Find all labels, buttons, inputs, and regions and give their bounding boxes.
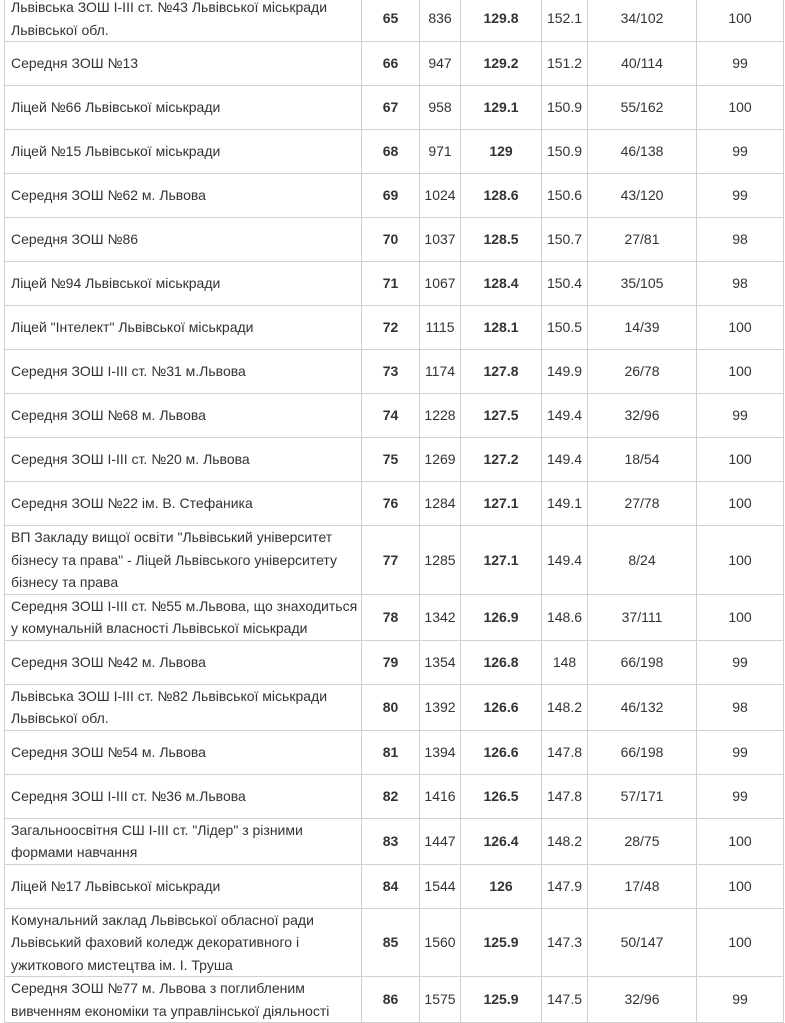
ratio-cell: 46/132 bbox=[588, 684, 697, 730]
position-cell: 1269 bbox=[420, 438, 461, 482]
ratio-cell: 55/162 bbox=[588, 86, 697, 130]
average-cell: 149.4 bbox=[542, 526, 588, 595]
score-cell: 126 bbox=[461, 864, 542, 908]
average-cell: 149.1 bbox=[542, 482, 588, 526]
school-name-cell: Ліцей №15 Львівської міськради bbox=[5, 130, 362, 174]
table-row bbox=[5, 908, 784, 977]
school-name-cell: Ліцей №94 Львівської міськради bbox=[5, 262, 362, 306]
rank-cell: 69 bbox=[362, 174, 420, 218]
average-cell: 147.3 bbox=[542, 908, 588, 977]
table-row bbox=[5, 640, 784, 684]
rank-cell: 65 bbox=[362, 0, 420, 42]
ratio-cell: 50/147 bbox=[588, 908, 697, 977]
position-cell: 1342 bbox=[420, 594, 461, 640]
school-name-cell: Середня ЗОШ №86 bbox=[5, 218, 362, 262]
school-name-cell: Середня ЗОШ І-ІІІ ст. №31 м.Львова bbox=[5, 350, 362, 394]
percent-cell: 100 bbox=[697, 482, 784, 526]
score-cell: 126.4 bbox=[461, 818, 542, 864]
position-cell: 958 bbox=[420, 86, 461, 130]
table-row bbox=[5, 684, 784, 730]
table-row bbox=[5, 262, 784, 306]
rank-cell: 86 bbox=[362, 977, 420, 1023]
school-name-cell: Середня ЗОШ І-ІІІ ст. №20 м. Львова bbox=[5, 438, 362, 482]
ratio-cell: 26/78 bbox=[588, 350, 697, 394]
position-cell: 1174 bbox=[420, 350, 461, 394]
school-name-cell: Комунальний заклад Львівської обласної ради Львівський фаховий коледж декоративного і ужиткового мистецтва ім. І. Труша bbox=[5, 908, 362, 977]
percent-cell: 100 bbox=[697, 864, 784, 908]
school-name-cell: Середня ЗОШ №77 м. Львова з поглибленим вивченням економіки та управлінської діяльності bbox=[5, 977, 362, 1023]
score-cell: 129 bbox=[461, 130, 542, 174]
table-row bbox=[5, 482, 784, 526]
score-cell: 128.4 bbox=[461, 262, 542, 306]
percent-cell: 98 bbox=[697, 684, 784, 730]
score-cell: 128.1 bbox=[461, 306, 542, 350]
score-cell: 127.5 bbox=[461, 394, 542, 438]
score-cell: 127.2 bbox=[461, 438, 542, 482]
table-row bbox=[5, 977, 784, 1023]
ratio-cell: 28/75 bbox=[588, 818, 697, 864]
table-row bbox=[5, 42, 784, 86]
rank-cell: 75 bbox=[362, 438, 420, 482]
score-cell: 125.9 bbox=[461, 908, 542, 977]
score-cell: 126.6 bbox=[461, 684, 542, 730]
table-row bbox=[5, 818, 784, 864]
position-cell: 1560 bbox=[420, 908, 461, 977]
ratio-cell: 46/138 bbox=[588, 130, 697, 174]
average-cell: 147.5 bbox=[542, 977, 588, 1023]
school-ranking-table bbox=[4, 0, 784, 1023]
score-cell: 126.5 bbox=[461, 774, 542, 818]
rank-cell: 80 bbox=[362, 684, 420, 730]
rank-cell: 73 bbox=[362, 350, 420, 394]
rank-cell: 83 bbox=[362, 818, 420, 864]
average-cell: 150.5 bbox=[542, 306, 588, 350]
percent-cell: 100 bbox=[697, 526, 784, 595]
average-cell: 148.2 bbox=[542, 818, 588, 864]
table-row bbox=[5, 174, 784, 218]
percent-cell: 100 bbox=[697, 908, 784, 977]
percent-cell: 99 bbox=[697, 42, 784, 86]
average-cell: 152.1 bbox=[542, 0, 588, 42]
school-name-cell: Загальноосвітня СШ І-ІІІ ст. "Лідер" з різними формами навчання bbox=[5, 818, 362, 864]
percent-cell: 100 bbox=[697, 350, 784, 394]
position-cell: 1544 bbox=[420, 864, 461, 908]
table-row bbox=[5, 218, 784, 262]
position-cell: 1285 bbox=[420, 526, 461, 595]
rank-cell: 85 bbox=[362, 908, 420, 977]
school-name-cell: Ліцей №66 Львівської міськради bbox=[5, 86, 362, 130]
school-name-cell: Львівська ЗОШ І-ІІІ ст. №82 Львівської міськради Львівської обл. bbox=[5, 684, 362, 730]
position-cell: 1416 bbox=[420, 774, 461, 818]
score-cell: 128.6 bbox=[461, 174, 542, 218]
percent-cell: 99 bbox=[697, 130, 784, 174]
rank-cell: 79 bbox=[362, 640, 420, 684]
rank-cell: 68 bbox=[362, 130, 420, 174]
table-row bbox=[5, 730, 784, 774]
average-cell: 147.9 bbox=[542, 864, 588, 908]
school-name-cell: Середня ЗОШ І-ІІІ ст. №36 м.Львова bbox=[5, 774, 362, 818]
percent-cell: 99 bbox=[697, 730, 784, 774]
score-cell: 126.6 bbox=[461, 730, 542, 774]
average-cell: 150.9 bbox=[542, 86, 588, 130]
score-cell: 129.1 bbox=[461, 86, 542, 130]
position-cell: 971 bbox=[420, 130, 461, 174]
average-cell: 149.4 bbox=[542, 394, 588, 438]
rank-cell: 71 bbox=[362, 262, 420, 306]
rank-cell: 74 bbox=[362, 394, 420, 438]
percent-cell: 99 bbox=[697, 394, 784, 438]
percent-cell: 99 bbox=[697, 774, 784, 818]
average-cell: 149.9 bbox=[542, 350, 588, 394]
score-cell: 127.1 bbox=[461, 482, 542, 526]
percent-cell: 99 bbox=[697, 977, 784, 1023]
ratio-cell: 66/198 bbox=[588, 640, 697, 684]
rank-cell: 81 bbox=[362, 730, 420, 774]
score-cell: 125.9 bbox=[461, 977, 542, 1023]
school-name-cell: Середня ЗОШ №42 м. Львова bbox=[5, 640, 362, 684]
ratio-cell: 18/54 bbox=[588, 438, 697, 482]
position-cell: 1575 bbox=[420, 977, 461, 1023]
score-cell: 128.5 bbox=[461, 218, 542, 262]
ratio-cell: 57/171 bbox=[588, 774, 697, 818]
table-row bbox=[5, 350, 784, 394]
average-cell: 148 bbox=[542, 640, 588, 684]
position-cell: 1067 bbox=[420, 262, 461, 306]
position-cell: 836 bbox=[420, 0, 461, 42]
average-cell: 148.6 bbox=[542, 594, 588, 640]
table-row bbox=[5, 774, 784, 818]
rank-cell: 70 bbox=[362, 218, 420, 262]
percent-cell: 98 bbox=[697, 262, 784, 306]
percent-cell: 100 bbox=[697, 818, 784, 864]
percent-cell: 100 bbox=[697, 86, 784, 130]
table-row bbox=[5, 306, 784, 350]
rank-cell: 77 bbox=[362, 526, 420, 595]
ratio-cell: 37/111 bbox=[588, 594, 697, 640]
position-cell: 1024 bbox=[420, 174, 461, 218]
percent-cell: 100 bbox=[697, 594, 784, 640]
rank-cell: 66 bbox=[362, 42, 420, 86]
rank-cell: 76 bbox=[362, 482, 420, 526]
percent-cell: 98 bbox=[697, 218, 784, 262]
school-name-cell: Ліцей "Інтелект" Львівської міськради bbox=[5, 306, 362, 350]
position-cell: 947 bbox=[420, 42, 461, 86]
average-cell: 150.9 bbox=[542, 130, 588, 174]
ratio-cell: 8/24 bbox=[588, 526, 697, 595]
average-cell: 150.7 bbox=[542, 218, 588, 262]
position-cell: 1284 bbox=[420, 482, 461, 526]
score-cell: 126.8 bbox=[461, 640, 542, 684]
percent-cell: 99 bbox=[697, 174, 784, 218]
percent-cell: 99 bbox=[697, 640, 784, 684]
rank-cell: 72 bbox=[362, 306, 420, 350]
ratio-cell: 43/120 bbox=[588, 174, 697, 218]
average-cell: 147.8 bbox=[542, 774, 588, 818]
school-name-cell: Середня ЗОШ №62 м. Львова bbox=[5, 174, 362, 218]
average-cell: 150.6 bbox=[542, 174, 588, 218]
table-row bbox=[5, 438, 784, 482]
percent-cell: 100 bbox=[697, 306, 784, 350]
position-cell: 1037 bbox=[420, 218, 461, 262]
table-row bbox=[5, 130, 784, 174]
position-cell: 1447 bbox=[420, 818, 461, 864]
ratio-cell: 66/198 bbox=[588, 730, 697, 774]
table-row bbox=[5, 86, 784, 130]
rank-cell: 84 bbox=[362, 864, 420, 908]
rank-cell: 82 bbox=[362, 774, 420, 818]
rank-cell: 78 bbox=[362, 594, 420, 640]
table-row bbox=[5, 394, 784, 438]
school-name-cell: Середня ЗОШ №22 ім. В. Стефаника bbox=[5, 482, 362, 526]
position-cell: 1115 bbox=[420, 306, 461, 350]
ratio-cell: 27/78 bbox=[588, 482, 697, 526]
rank-cell: 67 bbox=[362, 86, 420, 130]
position-cell: 1354 bbox=[420, 640, 461, 684]
position-cell: 1394 bbox=[420, 730, 461, 774]
percent-cell: 100 bbox=[697, 438, 784, 482]
ratio-cell: 35/105 bbox=[588, 262, 697, 306]
score-cell: 127.8 bbox=[461, 350, 542, 394]
average-cell: 148.2 bbox=[542, 684, 588, 730]
ratio-cell: 40/114 bbox=[588, 42, 697, 86]
ratio-cell: 17/48 bbox=[588, 864, 697, 908]
ratio-cell: 27/81 bbox=[588, 218, 697, 262]
table-row bbox=[5, 864, 784, 908]
position-cell: 1228 bbox=[420, 394, 461, 438]
school-name-cell: Львівська ЗОШ І-ІІІ ст. №43 Львівської міськради Львівської обл. bbox=[5, 0, 362, 42]
average-cell: 147.8 bbox=[542, 730, 588, 774]
school-name-cell: Середня ЗОШ І-ІІІ ст. №55 м.Львова, що знаходиться у комунальній власності Львівської міськради bbox=[5, 594, 362, 640]
school-name-cell: Середня ЗОШ №13 bbox=[5, 42, 362, 86]
score-cell: 126.9 bbox=[461, 594, 542, 640]
school-name-cell: ВП Закладу вищої освіти "Львівський університет бізнесу та права" - Ліцей Львівського університету бізнесу та права bbox=[5, 526, 362, 595]
school-name-cell: Середня ЗОШ №68 м. Львова bbox=[5, 394, 362, 438]
ratio-cell: 32/96 bbox=[588, 977, 697, 1023]
position-cell: 1392 bbox=[420, 684, 461, 730]
ratio-cell: 14/39 bbox=[588, 306, 697, 350]
table-row bbox=[5, 0, 784, 42]
school-name-cell: Ліцей №17 Львівської міськради bbox=[5, 864, 362, 908]
percent-cell: 100 bbox=[697, 0, 784, 42]
average-cell: 151.2 bbox=[542, 42, 588, 86]
table-row bbox=[5, 594, 784, 640]
score-cell: 129.8 bbox=[461, 0, 542, 42]
ratio-cell: 32/96 bbox=[588, 394, 697, 438]
average-cell: 149.4 bbox=[542, 438, 588, 482]
score-cell: 129.2 bbox=[461, 42, 542, 86]
score-cell: 127.1 bbox=[461, 526, 542, 595]
table-row bbox=[5, 526, 784, 595]
ratio-cell: 34/102 bbox=[588, 0, 697, 42]
average-cell: 150.4 bbox=[542, 262, 588, 306]
school-name-cell: Середня ЗОШ №54 м. Львова bbox=[5, 730, 362, 774]
